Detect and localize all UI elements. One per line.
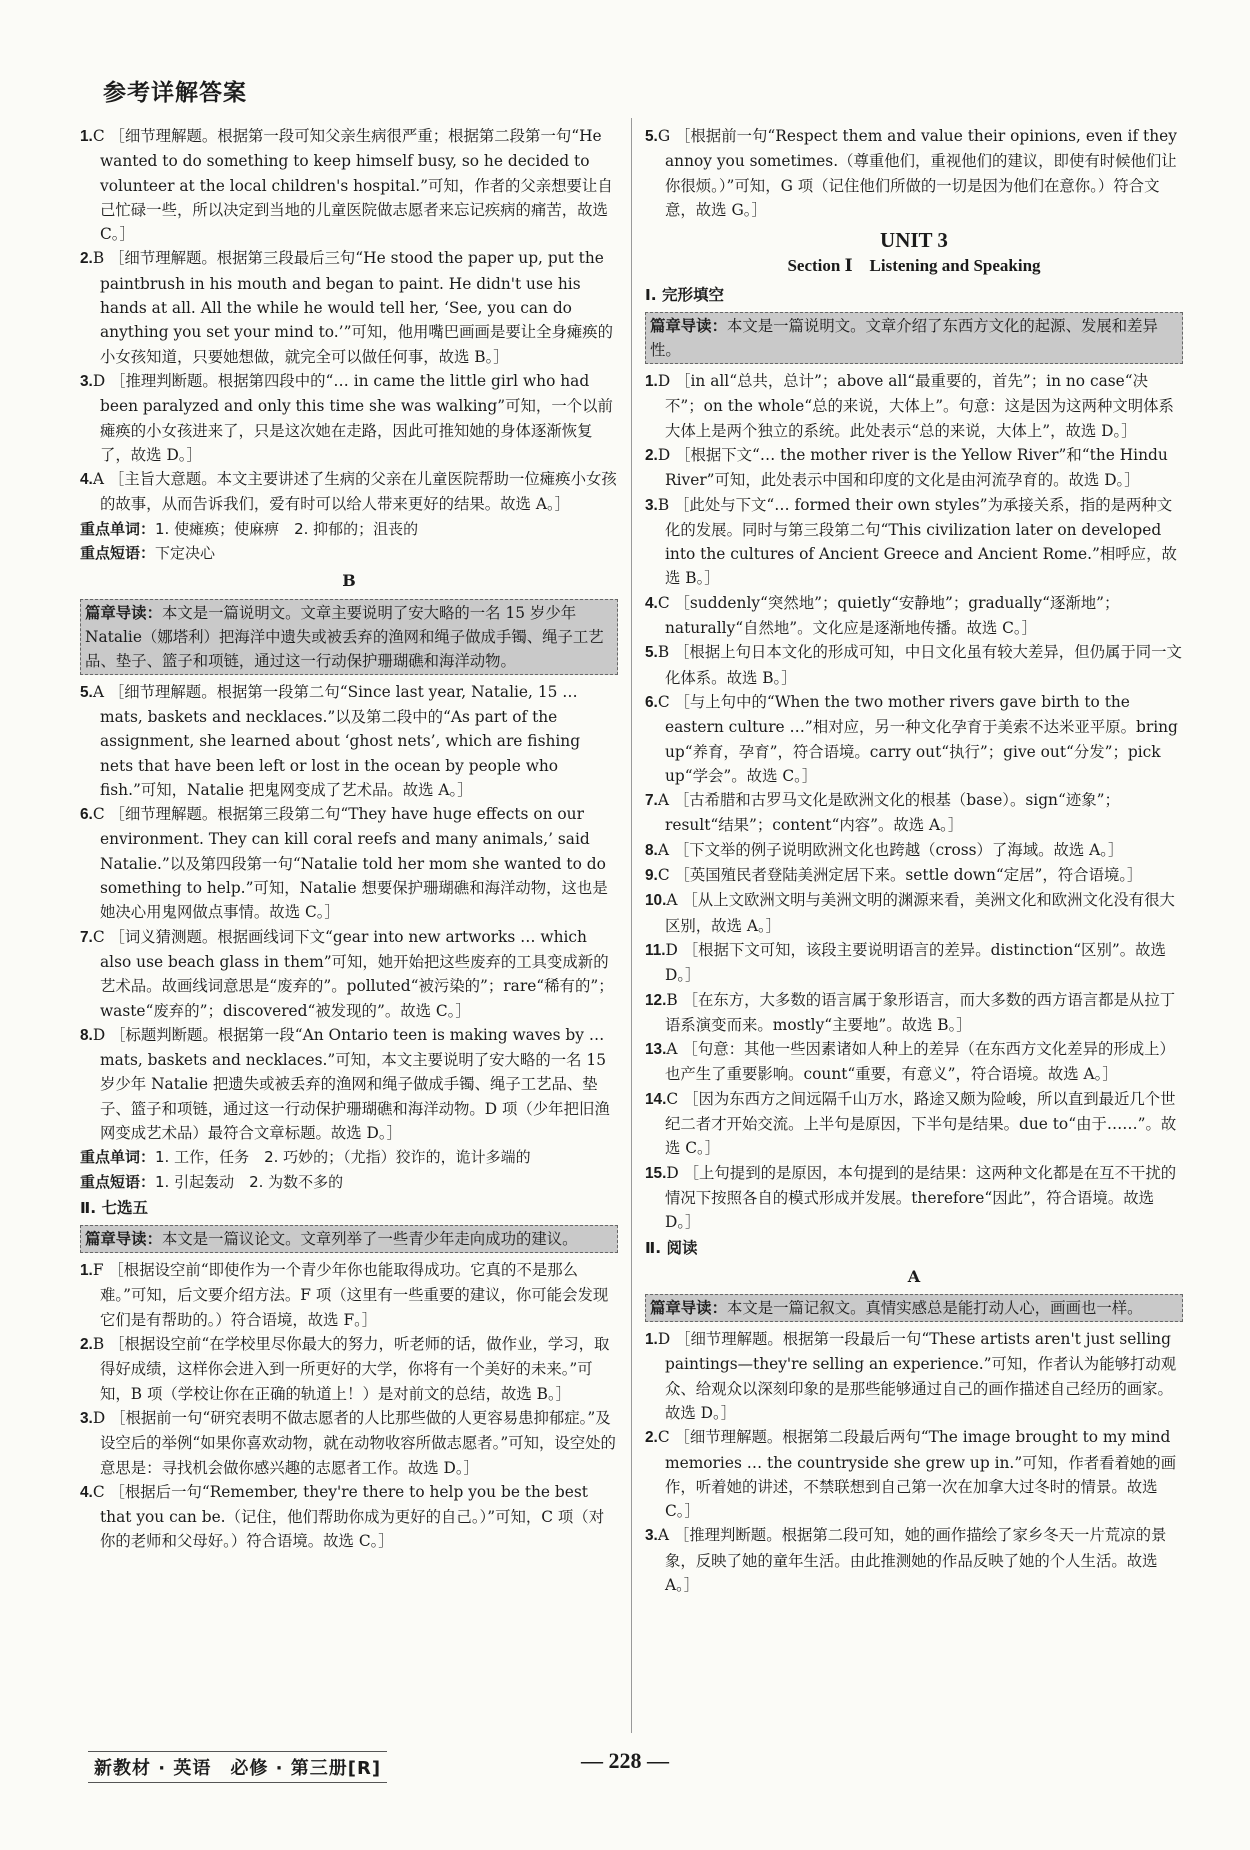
answer-item bbox=[645, 1327, 1183, 1425]
answer-number: 3. bbox=[80, 1409, 93, 1427]
answer-text: B ［根据上句日本文化的形成可知，中日文化虽有较大差异，但仍属于同一文化体系。故选 B。］ bbox=[657, 643, 1182, 687]
answer-text: B ［在东方，大多数的语言属于象形语言，而大多数的西方语言都是从拉丁语系演变而来。mostly“主要地”。故选 B。］ bbox=[665, 990, 1176, 1034]
answer-number: 1. bbox=[80, 1262, 93, 1280]
answer-number: 3. bbox=[80, 372, 93, 390]
answer-list-part3 bbox=[80, 1258, 618, 1554]
answer-text: D ［根据前一句“研究表明不做志愿者的人比那些做的人更容易患抑郁症。”及设空后的举例“如果你喜欢动物，就在动物收容所做志愿者。”可知，设空处的意思是：寻找机会做你感兴趣的志愿者工作。故选 D。］ bbox=[92, 1408, 616, 1477]
answer-text: C ［细节理解题。根据第二段最后两句“The image brought to my mind memories … the countryside she grew up in.”可知，作者看着她的画作，听着她的讲述，不禁联想到自己第一次在加拿大过冬时的情景。故选 C。］ bbox=[657, 1428, 1177, 1521]
answer-item bbox=[80, 1406, 618, 1480]
answer-item bbox=[80, 802, 618, 924]
answer-text: D ［细节理解题。根据第一段最后一句“These artists aren't just selling paintings—they're selling an experience.”可知，作者认为能够打动观众、给观众以深刻印象的是那些能够通过自己的画作描述自己经历的画家。故选 D。］ bbox=[657, 1330, 1177, 1422]
answer-text: C ［细节理解题。根据第一段可知父亲生病很严重；根据第二段第一句“He wanted to do something to keep himself busy, so he decided to volunteer at the local children's hospital.”可知，作者的父亲想要让自己忙碌一些，所以决定到当地的儿童医院做志愿者来忘记疾病的痛苦，故选 C。］ bbox=[92, 127, 613, 244]
answer-item bbox=[80, 680, 618, 802]
answer-number: 6. bbox=[645, 693, 658, 711]
answer-number: 6. bbox=[80, 806, 93, 824]
answer-text: A ［从上文欧洲文明与美洲文明的渊源来看，美洲文化和欧洲文化没有很大区别，故选 A。］ bbox=[665, 891, 1175, 935]
answer-number: 4. bbox=[645, 594, 658, 612]
answer-list-cloze bbox=[645, 369, 1183, 1234]
answer-text: C ［suddenly“突然地”；quietly“安静地”；gradually“逐渐地”；naturally“自然地”。文化应是逐渐地传播。故选 C。］ bbox=[657, 593, 1120, 638]
column-divider bbox=[631, 118, 632, 1733]
answer-number: 10. bbox=[645, 892, 667, 910]
answer-item bbox=[645, 788, 1183, 838]
part-a-heading: A bbox=[907, 1266, 921, 1286]
passage-guide-2: 篇章导读：本文是一篇议论文。文章列举了一些青少年走向成功的建议。 bbox=[80, 1225, 618, 1253]
answer-item bbox=[80, 925, 618, 1023]
answer-item: 5.G ［根据前一句“Respect them and value their opinions, even if they annoy you sometimes.（尊重他们，重视他们的建议，即使有时候他们让你很烦。）”可知，G 项（记住他们所做的一切是因为他们在意你。）符合文意，故选 G。］ bbox=[645, 127, 1177, 219]
answer-number: 1. bbox=[80, 128, 93, 145]
answer-text: B ［根据设空前“在学校里尽你最大的努力，听老师的话，做作业，学习，取得好成绩，这样你会进入到一所更好的大学，你将有一个美好的未来。”可知，B 项（学校让你在正确的轨道上！）是对前文的总结，故选 B。］ bbox=[92, 1335, 610, 1403]
passage-guide-cloze: 篇章导读：本文是一篇说明文。文章介绍了东西方文化的起源、发展和差异性。 bbox=[645, 312, 1183, 364]
answer-text: B ［此处与下文“… formed their own styles”为承接关系，指的是两种文化的发展。同时与第三段第二句“This civilization later on developed into the cultures of Ancient Greece and Ancient Rome.”相呼应，故选 B。］ bbox=[657, 495, 1177, 588]
answer-text: A ［细节理解题。根据第一段第二句“Since last year, Natalie, 15 … mats, baskets and necklaces.”以及第二段中的“As part of the assignment, she learned about ‘ghost nets’, which are fishing nets that have been left or lost in the ocean by people who fish.”可知，Natalie 把鬼网变成了艺术品。故选 A。］ bbox=[92, 682, 581, 799]
answer-item bbox=[645, 690, 1183, 788]
answer-number: 2. bbox=[80, 1336, 93, 1354]
answer-item bbox=[645, 988, 1183, 1038]
answer-text: B ［细节理解题。根据第三段最后三句“He stood the paper up, put the paintbrush in his mouth and began to paint. He didn't use his hands at all. All the while he would tell her, ‘See, you can do anything you set your mind to.’”可知，他用嘴巴画画是要让全身瘫痪的小女孩知道，只要她想做，就完全可以做任何事，故选 B。］ bbox=[92, 249, 614, 366]
answer-item bbox=[645, 591, 1183, 641]
section-title: Section Ⅰ Listening and Speaking bbox=[787, 256, 1041, 276]
answer-text: C ［因为东西方之间远隔千山万水，路途又颇为险峻，所以直到最近几个世纪二者才开始交流。上半句是原因，下半句是结果。due to“由于……”。故选 C。］ bbox=[665, 1089, 1177, 1158]
answer-number: 12. bbox=[645, 991, 667, 1009]
section-cloze: Ⅰ. 完形填空 bbox=[645, 285, 725, 304]
section-reading: Ⅱ. 阅读 bbox=[645, 1239, 698, 1258]
passage-guide-b: 篇章导读：本文是一篇说明文。文章主要说明了安大略的一名 15 岁少年 Natalie（娜塔利）把海洋中遗失或被丢弃的渔网和绳子做成手镯、绳子工艺品、垫子、篮子和项链，通过这一行动保护珊瑚礁和海洋动物。 bbox=[80, 599, 618, 675]
answer-item bbox=[645, 1523, 1183, 1597]
answer-text: A ［下文举的例子说明欧洲文化也跨越（cross）了海域。故选 A。］ bbox=[657, 840, 1124, 859]
answer-number: 2. bbox=[645, 1429, 658, 1447]
answer-text: D ［标题判断题。根据第一段“An Ontario teen is making waves by … mats, baskets and necklaces.”可知，本文主要说明了安大略的一名 15 岁少年 Natalie 把遗失或被丢弃的渔网和绳子做成手镯、绳子工艺品、垫子、篮子和项链，通过这一行动保护珊瑚礁和海洋动物。D 项（少年把旧渔网变成艺术品）最符合文章标题。故选 D。］ bbox=[92, 1025, 610, 1142]
answer-text: D ［上句提到的是原因，本句提到的是结果：这两种文化都是在互不干扰的情况下按照各自的模式形成并发展。therefore“因此”，符合语境。故选 D。］ bbox=[665, 1163, 1177, 1232]
answer-item bbox=[645, 369, 1183, 443]
answer-list-part1 bbox=[80, 124, 618, 517]
key-words-1: 重点单词：1. 使瘫痪；使麻痹 2. 抑郁的；沮丧的 bbox=[80, 519, 419, 538]
answer-number: 8. bbox=[645, 841, 658, 859]
answer-item bbox=[645, 1037, 1183, 1087]
answer-number: 2. bbox=[645, 446, 658, 464]
answer-number: 7. bbox=[645, 792, 658, 810]
answer-text: C ［英国殖民者登陆美洲定居下来。settle down“定居”，符合语境。］ bbox=[657, 866, 1143, 885]
answer-list-reading bbox=[645, 1327, 1183, 1597]
answer-text: C ［与上句中的“When the two mother rivers gave birth to the eastern culture …”相对应，另一种文化孕育于美索不达米亚平原。bring up“养育，孕育”，符合语境。carry out“执行”；give out“分发”；pick up“学会”。故选 C。］ bbox=[657, 692, 1178, 785]
answer-number: 3. bbox=[645, 1527, 658, 1545]
answer-item bbox=[80, 1480, 618, 1554]
answer-text: F ［根据设空前“即使作为一个青少年你也能取得成功。它真的不是那么难。”可知，后文要介绍方法。F 项（这里有一些重要的建议，你可能会发现它们是有帮助的。）符合语境，故选 F。］ bbox=[92, 1261, 609, 1329]
answer-number: 13. bbox=[645, 1041, 667, 1059]
answer-item bbox=[80, 246, 618, 368]
answer-number: 5. bbox=[80, 683, 93, 701]
answer-text: D ［in all“总共，总计”；above all“最重要的，首先”；in no case“决不”；on the whole“总的来说，大体上”。句意：这是因为这两种文明体系大体上是两个独立的系统。此处表示“总的来说，大体上”，故选 D。］ bbox=[657, 372, 1174, 440]
answer-item bbox=[645, 888, 1183, 938]
answer-text: D ［根据下文可知，该段主要说明语言的差异。distinction“区别”。故选 D。］ bbox=[665, 940, 1166, 985]
answer-number: 4. bbox=[80, 1483, 93, 1501]
right-column bbox=[645, 124, 1183, 1597]
answer-item bbox=[645, 863, 1183, 888]
answer-number: 1. bbox=[645, 373, 658, 391]
section-seven-choose-five: Ⅱ. 七选五 bbox=[80, 1198, 148, 1217]
answer-text: D ［根据下文“… the mother river is the Yellow River”和“the Hindu River”可知，此处表示中国和印度的文化是由河流孕育的。故选 D。］ bbox=[657, 445, 1168, 490]
answer-number: 11. bbox=[645, 941, 666, 959]
answer-item bbox=[80, 1258, 618, 1332]
key-phrases-2: 重点短语：1. 引起轰动 2. 为数不多的 bbox=[80, 1172, 344, 1191]
answer-text: A ［句意：其他一些因素诸如人种上的差异（在东西方文化差异的形成上）也产生了重要影响。count“重要，有意义”，符合语境。故选 A。］ bbox=[665, 1040, 1175, 1084]
key-phrases-1: 重点短语：下定决心 bbox=[80, 544, 216, 563]
answer-number: 14. bbox=[645, 1090, 667, 1108]
answer-number: 15. bbox=[645, 1164, 667, 1182]
answer-item bbox=[645, 443, 1183, 493]
answer-item bbox=[80, 124, 618, 246]
page-number: — 228 — bbox=[581, 1748, 669, 1773]
key-words-2: 重点单词：1. 工作，任务 2. 巧妙的；（尤指）狡诈的，诡计多端的 bbox=[80, 1148, 531, 1167]
answer-list-part2 bbox=[80, 680, 618, 1146]
answer-text: D ［推理判断题。根据第四段中的“… in came the little girl who had been paralyzed and only this time she was walking”可知，一个以前瘫痪的小女孩进来了，只是这次她在走路，因此可推知她的身体逐渐恢复了，故选 D。］ bbox=[92, 371, 613, 464]
unit-title: UNIT 3 bbox=[880, 228, 948, 253]
passage-guide-a: 篇章导读：本文是一篇记叙文。真情实感总是能打动人心，画画也一样。 bbox=[645, 1294, 1183, 1322]
answer-number: 7. bbox=[80, 928, 93, 946]
answer-number: 8. bbox=[80, 1026, 93, 1044]
answer-text: A ［主旨大意题。本文主要讲述了生病的父亲在儿童医院帮助一位瘫痪小女孩的故事，从而告诉我们，爱有时可以给人带来更好的结果。故选 A。］ bbox=[92, 470, 617, 514]
answer-number: 2. bbox=[80, 250, 93, 268]
part-b-heading: B bbox=[342, 571, 356, 591]
answer-item bbox=[80, 1023, 618, 1145]
answer-number: 9. bbox=[645, 867, 658, 885]
answer-item bbox=[645, 1087, 1183, 1161]
answer-item bbox=[645, 1425, 1183, 1523]
answer-text: C ［词义猜测题。根据画线词下文“gear into new artworks … which also use beach glass in them”可知，她开始把这些废弃的工具变成新的艺术品。故画线词意思是“废弃的”。polluted“被污染的”；rare“稀有的”；waste“废弃的”；discovered“被发现的”。故选 C。］ bbox=[92, 927, 614, 1020]
answer-item bbox=[645, 640, 1183, 690]
answer-item bbox=[645, 493, 1183, 591]
page-header: 参考详解答案 bbox=[103, 80, 247, 106]
answer-text: C ［根据后一句“Remember, they're there to help you be the best that you can be.（记住，他们帮助你成为更好的自己。）”可知，C 项（对你的老师和父母好。）符合语境。故选 C。］ bbox=[92, 1482, 605, 1551]
answer-text: A ［古希腊和古罗马文化是欧洲文化的根基（base）。sign“迹象”；result“结果”；content“内容”。故选 A。］ bbox=[657, 791, 1120, 835]
answer-text: C ［细节理解题。根据第三段第二句“They have huge effects on our environment. They can kill coral reefs and many animals,’ said Natalie.”以及第四段第一句“Natalie told her mom she wanted to do something to help.”可知，Natalie 想要保护珊瑚礁和海洋动物，这也是她决心用鬼网做点事情。故选 C。］ bbox=[92, 805, 608, 922]
answer-number: 4. bbox=[80, 471, 93, 489]
answer-item bbox=[645, 938, 1183, 988]
answer-text: A ［推理判断题。根据第二段可知，她的画作描绘了家乡冬天一片荒凉的景象，反映了她的童年生活。由此推测她的作品反映了她的个人生活。故选 A。］ bbox=[657, 1526, 1167, 1595]
book-title-footer: 新教材 · 英语 必修 · 第三册[R] bbox=[88, 1751, 387, 1783]
answer-number: 1. bbox=[645, 1331, 658, 1349]
answer-item bbox=[80, 1332, 618, 1406]
answer-number: 5. bbox=[645, 644, 658, 662]
answer-item bbox=[645, 1161, 1183, 1235]
answer-item bbox=[80, 467, 618, 517]
answer-item bbox=[645, 838, 1183, 863]
answer-item bbox=[80, 369, 618, 467]
left-column bbox=[80, 124, 618, 1554]
answer-number: 3. bbox=[645, 496, 658, 514]
